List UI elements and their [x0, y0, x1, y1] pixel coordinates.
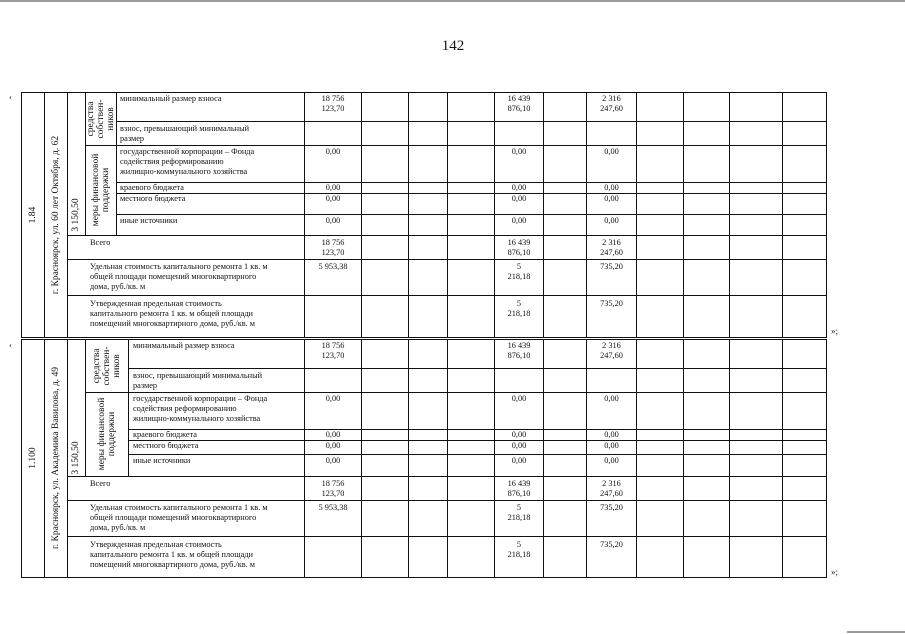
closing-mark-2: »;	[831, 567, 839, 577]
label-min-fee: минимальный размер взноса	[120, 94, 222, 103]
group-label-support-measures: меры финансовой поддержки	[91, 153, 111, 227]
value-regional-col1: 0,00	[325, 430, 341, 439]
value-other-col6: 0,00	[604, 456, 619, 465]
value-regional-col5: 0,00	[511, 183, 527, 192]
value-regional-col6: 0,00	[604, 183, 619, 192]
closing-mark-1: »;	[831, 326, 839, 336]
value-max-cost-col6: 735,20	[600, 540, 623, 549]
group-label-owners-funds: средства собствен- ников	[86, 99, 116, 139]
value-fund-corp-col1: 0,00	[325, 147, 341, 156]
value-fund-corp-col6: 0,00	[604, 394, 619, 403]
value-unit-cost-col6: 735,20	[600, 503, 623, 512]
value-fund-corp-col5: 0,00	[511, 147, 527, 156]
label-fund-corp: государственной корпорации – Фонда содействия реформированию жилищно-коммунального хозяйства	[120, 147, 255, 177]
value-local-col6: 0,00	[604, 194, 619, 203]
label-unit-cost: Удельная стоимость капитального ремонта 1 кв. м общей площади помещений многоквартирного дома, руб./кв. м	[90, 262, 268, 292]
margin-mark-mid: ‹	[9, 340, 12, 350]
value-other-col1: 0,00	[325, 216, 341, 225]
label-total: Всего	[90, 238, 111, 247]
value-max-cost-col5: 5 218,18	[507, 299, 531, 319]
value-min-fee-col1: 18 756 123,70	[321, 94, 345, 114]
label-over-min: взнос, превышающий минимальный размер	[133, 371, 263, 391]
total-area: 3 150,50	[71, 441, 81, 475]
label-unit-cost: Удельная стоимость капитального ремонта 1 кв. м общей площади помещений многоквартирного дома, руб./кв. м	[90, 503, 268, 533]
value-local-col1: 0,00	[325, 441, 341, 450]
label-max-cost: Утвержденная предельная стоимость капитального ремонта 1 кв. м общей площади помещений многоквартирного дома, руб./кв. м	[90, 540, 256, 570]
page-number: 142	[441, 38, 465, 54]
value-fund-corp-col5: 0,00	[511, 394, 527, 403]
value-min-fee-col5: 16 439 876,10	[507, 94, 531, 114]
value-regional-col1: 0,00	[325, 183, 341, 192]
label-total: Всего	[90, 479, 111, 488]
value-max-cost-col5: 5 218,18	[507, 540, 531, 560]
value-min-fee-col6: 2 316 247,60	[600, 94, 623, 114]
value-min-fee-col6: 2 316 247,60	[600, 341, 623, 361]
label-local-budget: местного бюджета	[120, 194, 186, 203]
value-min-fee-col1: 18 756 123,70	[321, 341, 345, 361]
label-regional-budget: краевого бюджета	[133, 430, 197, 439]
value-total-col6: 2 316 247,60	[600, 479, 623, 499]
value-total-col6: 2 316 247,60	[600, 238, 623, 258]
address: г. Красноярск, ул. Академика Вавилова, д. 49	[51, 366, 61, 550]
value-fund-corp-col6: 0,00	[604, 147, 619, 156]
value-total-col1: 18 756 123,70	[321, 238, 345, 258]
label-min-fee: минимальный размер взноса	[133, 341, 235, 350]
total-area: 3 150,50	[71, 198, 81, 232]
value-fund-corp-col1: 0,00	[325, 394, 341, 403]
value-min-fee-col5: 16 439 876,10	[507, 341, 531, 361]
value-total-col5: 16 439 876,10	[507, 479, 531, 499]
value-local-col1: 0,00	[325, 194, 341, 203]
value-other-col1: 0,00	[325, 456, 341, 465]
label-fund-corp: государственной корпорации – Фонда содействия реформированию жилищно-коммунального хозяйства	[133, 394, 268, 424]
row-number: 1.84	[28, 206, 38, 224]
value-local-col6: 0,00	[604, 441, 619, 450]
value-unit-cost-col1: 5 953,38	[318, 503, 348, 512]
label-other-sources: иные источники	[120, 216, 178, 225]
row-number: 1.100	[28, 447, 38, 469]
value-unit-cost-col1: 5 953,38	[318, 262, 348, 271]
value-other-col5: 0,00	[511, 216, 527, 225]
label-over-min: взнос, превышающий минимальный размер	[120, 124, 250, 144]
value-regional-col6: 0,00	[604, 430, 619, 439]
value-unit-cost-col5: 5 218,18	[507, 262, 531, 282]
group-label-support-measures: меры финансовой поддержки	[97, 397, 117, 471]
label-max-cost: Утвержденная предельная стоимость капитального ремонта 1 кв. м общей площади помещений многоквартирного дома, руб./кв. м	[90, 299, 256, 329]
label-regional-budget: краевого бюджета	[120, 183, 184, 192]
margin-mark-top: ‹	[9, 92, 12, 102]
value-local-col5: 0,00	[511, 194, 527, 203]
value-max-cost-col6: 735,20	[600, 299, 623, 308]
address: г. Красноярск, ул. 60 лет Октября, д. 62	[51, 135, 61, 295]
label-other-sources: иные источники	[133, 456, 191, 465]
value-local-col5: 0,00	[511, 441, 527, 450]
value-other-col5: 0,00	[511, 456, 527, 465]
value-regional-col5: 0,00	[511, 430, 527, 439]
group-label-owners-funds: средства собствен- ников	[92, 346, 122, 386]
value-unit-cost-col6: 735,20	[600, 262, 623, 271]
value-total-col5: 16 439 876,10	[507, 238, 531, 258]
value-total-col1: 18 756 123,70	[321, 479, 345, 499]
label-local-budget: местного бюджета	[133, 441, 199, 450]
value-unit-cost-col5: 5 218,18	[507, 503, 531, 523]
value-other-col6: 0,00	[604, 216, 619, 225]
